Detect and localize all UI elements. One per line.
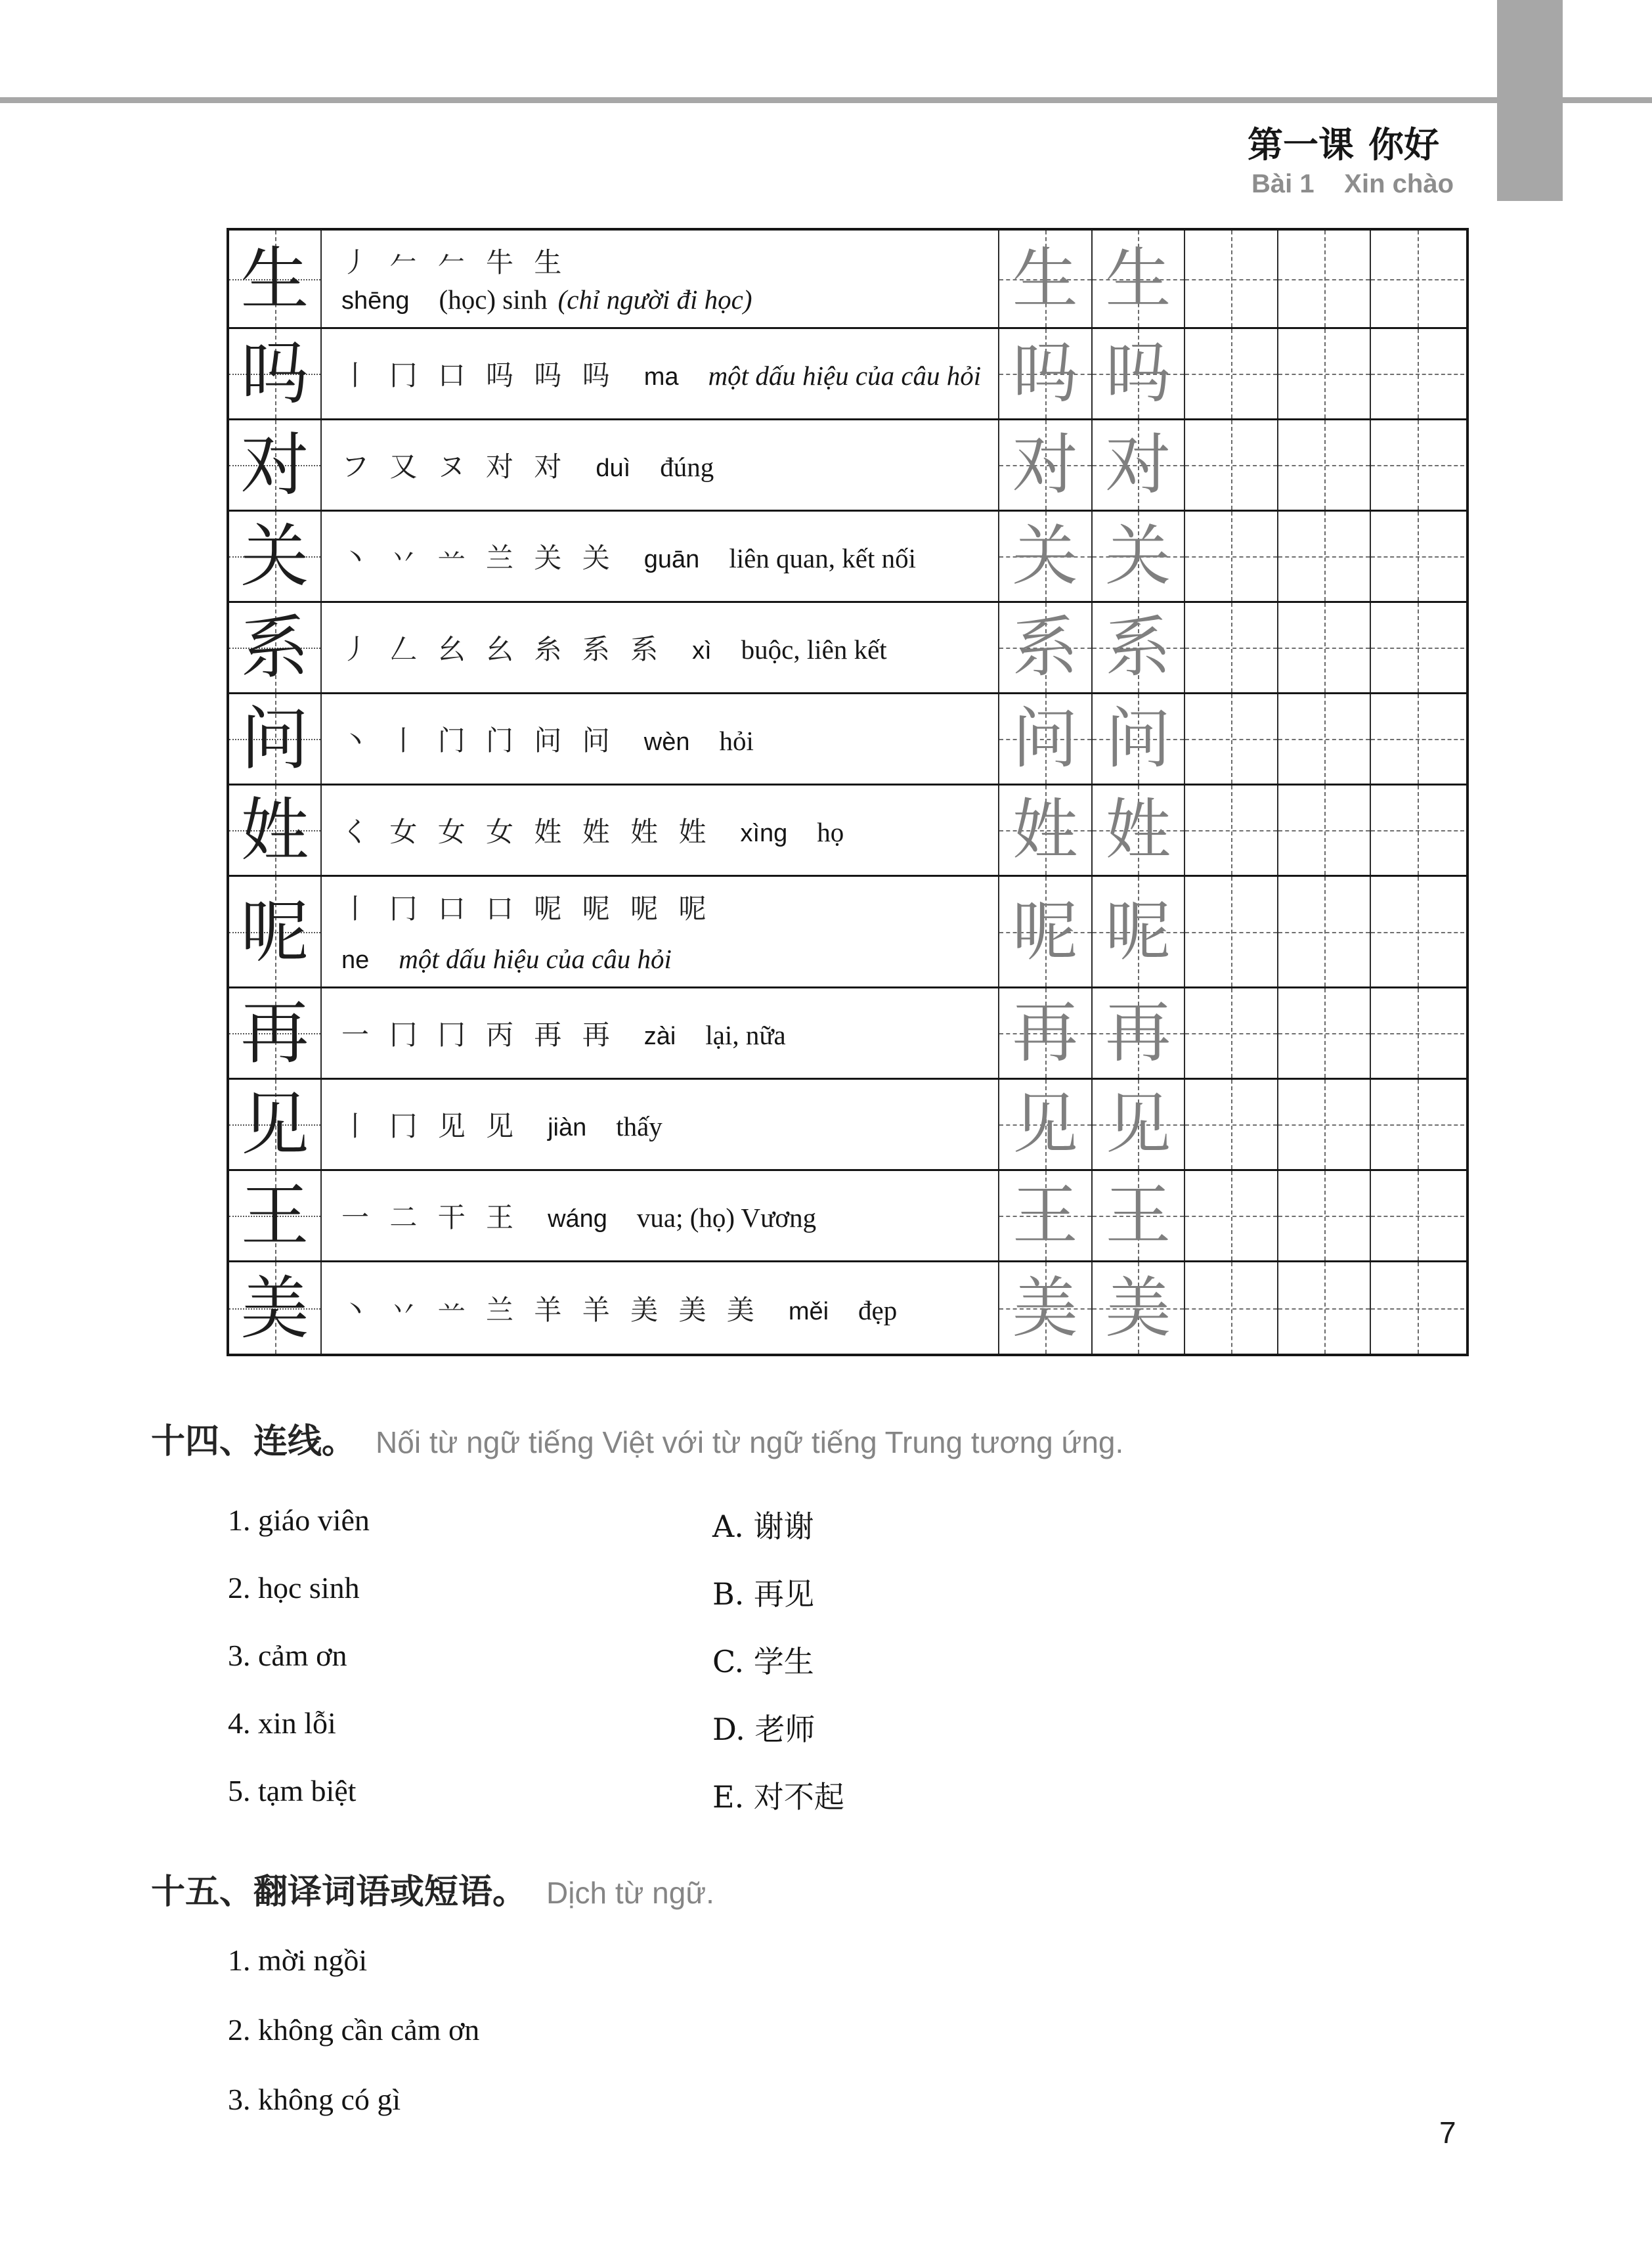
practice-cell-traced: [1093, 1080, 1186, 1169]
practice-trace-character: 见: [1012, 1086, 1078, 1162]
character-cell: [229, 694, 322, 784]
table-row: [229, 988, 1466, 1080]
reading-line: [341, 445, 998, 485]
meaning-text: hỏi: [719, 726, 754, 756]
exercise-14-title-cn: 十四、连线。: [151, 1423, 357, 1461]
reading-line: [341, 1105, 998, 1144]
meaning-text: liên quan, kết nối: [729, 543, 916, 573]
page-number: 7: [1439, 2115, 1456, 2150]
meaning-note: (chỉ người đi học): [557, 284, 752, 315]
practice-trace-character: 吗: [1105, 335, 1171, 412]
pinyin: ne: [341, 946, 370, 974]
character-cell: [229, 988, 322, 1078]
practice-cell-empty: [1185, 1080, 1278, 1169]
practice-cell-empty: [1371, 786, 1464, 875]
meaning-text: lại, nữa: [705, 1020, 786, 1050]
lesson-title-vi: Xin chào: [1344, 169, 1454, 198]
practice-trace-character: 美: [1105, 1269, 1171, 1346]
practice-cell-empty: [1185, 420, 1278, 510]
exercise-15-instruction-vi: Dịch từ ngữ.: [546, 1876, 714, 1910]
character-cell: [229, 1262, 322, 1354]
practice-trace-character: 生: [1012, 240, 1078, 317]
stroke-order-diagram: 一 二 干 王: [341, 1201, 514, 1233]
practice-trace-character: 再: [1105, 994, 1171, 1071]
practice-cell-traced: [999, 786, 1093, 875]
reading-line: [341, 1196, 998, 1235]
table-character: 再: [240, 993, 309, 1073]
description-cell: [322, 231, 999, 327]
meaning-text: thấy: [616, 1111, 663, 1141]
practice-cell-traced: [1093, 877, 1186, 986]
exercise-15-heading: [151, 1864, 714, 1913]
pinyin: xì: [692, 637, 712, 665]
practice-cell-empty: [1371, 988, 1464, 1078]
table-character: 系: [240, 608, 309, 688]
practice-trace-character: 王: [1012, 1177, 1078, 1254]
table-character: 美: [240, 1268, 309, 1348]
description-cell: [322, 512, 999, 601]
match-item-chinese: A. 谢谢: [712, 1509, 814, 1544]
practice-cell-empty: [1278, 877, 1372, 986]
meaning-text: (học) sinh: [439, 284, 548, 315]
match-item-chinese: D. 老师: [712, 1712, 815, 1747]
top-right-vertical-bar: [1497, 0, 1563, 201]
pinyin: ma: [643, 363, 679, 391]
practice-cell-empty: [1278, 694, 1372, 784]
translation-item: 2. không cần cảm ơn: [228, 2013, 480, 2047]
practice-cell-empty: [1278, 988, 1372, 1078]
translation-item: 1. mời ngồi: [228, 1943, 368, 1977]
practice-cell-empty: [1185, 877, 1278, 986]
pinyin: měi: [788, 1297, 829, 1325]
description-cell: [322, 988, 999, 1078]
practice-cell-empty: [1185, 988, 1278, 1078]
practice-cell-empty: [1185, 231, 1278, 327]
pinyin: xìng: [740, 820, 788, 847]
practice-cell-traced: [999, 231, 1093, 327]
practice-trace-character: 再: [1012, 994, 1078, 1071]
table-row: [229, 1080, 1466, 1171]
match-item-chinese: E. 对不起: [712, 1779, 844, 1815]
practice-cell-empty: [1185, 1171, 1278, 1260]
practice-cell-empty: [1278, 512, 1372, 601]
character-cell: [229, 786, 322, 875]
practice-cell-empty: [1185, 603, 1278, 692]
stroke-order-diagram: 丿 𠂉 𠂉 牛 生: [341, 246, 562, 278]
practice-cell-traced: [999, 1080, 1093, 1169]
practice-cell-empty: [1371, 1262, 1464, 1354]
table-row: [229, 420, 1466, 512]
lesson-number-vi: Bài 1: [1251, 169, 1315, 198]
practice-cell-empty: [1371, 694, 1464, 784]
practice-cell-empty: [1185, 694, 1278, 784]
practice-cell-traced: [999, 420, 1093, 510]
practice-cell-traced: [999, 877, 1093, 986]
practice-trace-character: 对: [1012, 426, 1078, 503]
description-cell: [322, 694, 999, 784]
practice-cell-empty: [1278, 1262, 1372, 1354]
practice-cell-empty: [1278, 231, 1372, 327]
character-cell: [229, 231, 322, 327]
stroke-order-diagram: 丨 冂 口 吗 吗 吗: [341, 359, 610, 391]
practice-cell-empty: [1371, 512, 1464, 601]
practice-cell-empty: [1371, 329, 1464, 418]
practice-trace-character: 王: [1105, 1177, 1171, 1254]
pinyin: wèn: [643, 728, 690, 756]
stroke-order-diagram: 丨 冂 见 见: [341, 1110, 514, 1142]
practice-cell-traced: [1093, 329, 1186, 418]
character-cell: [229, 512, 322, 601]
practice-trace-character: 系: [1105, 609, 1171, 686]
practice-trace-character: 美: [1012, 1269, 1078, 1346]
practice-trace-character: 姓: [1105, 791, 1171, 868]
table-character: 问: [240, 699, 309, 779]
meaning-text: buộc, liên kết: [741, 634, 887, 665]
table-row: [229, 877, 1466, 988]
practice-cell-traced: [999, 988, 1093, 1078]
lesson-header-vietnamese: [1251, 169, 1454, 198]
practice-trace-character: 关: [1105, 518, 1171, 594]
table-row: [229, 603, 1466, 694]
practice-cell-empty: [1185, 1262, 1278, 1354]
match-item-vietnamese: 4. xin lỗi: [228, 1706, 336, 1740]
practice-cell-traced: [999, 603, 1093, 692]
practice-cell-empty: [1278, 420, 1372, 510]
table-character: 王: [240, 1176, 309, 1256]
practice-trace-character: 对: [1105, 426, 1171, 503]
reading-line: [341, 719, 998, 759]
practice-cell-empty: [1371, 231, 1464, 327]
description-cell: [322, 420, 999, 510]
match-item-vietnamese: 3. cảm ơn: [228, 1639, 347, 1672]
practice-cell-empty: [1371, 1080, 1464, 1169]
stroke-order-line: [341, 241, 998, 280]
practice-trace-character: 呢: [1012, 893, 1078, 970]
practice-cell-empty: [1185, 512, 1278, 601]
meaning-text: đúng: [660, 452, 714, 482]
meaning-text: họ: [817, 817, 844, 847]
character-cell: [229, 1080, 322, 1169]
character-cell: [229, 329, 322, 418]
match-item-chinese: B. 再见: [712, 1576, 815, 1612]
practice-cell-empty: [1371, 1171, 1464, 1260]
table-row: [229, 231, 1466, 329]
stroke-order-diagram: 一 冂 冂 丙 再 再: [341, 1019, 610, 1051]
pinyin: jiàn: [548, 1114, 587, 1141]
reading-line: [341, 1289, 998, 1328]
description-cell: [322, 1262, 999, 1354]
practice-cell-traced: [999, 1262, 1093, 1354]
exercise-14-chinese-list: [712, 1503, 844, 1841]
character-cell: [229, 1171, 322, 1260]
practice-cell-empty: [1185, 329, 1278, 418]
stroke-order-diagram: 丶 丷 䒑 兰 关 关: [341, 542, 610, 574]
practice-cell-traced: [1093, 420, 1186, 510]
practice-cell-traced: [1093, 512, 1186, 601]
practice-trace-character: 见: [1105, 1086, 1171, 1162]
meaning-note: một dấu hiệu của câu hỏi: [708, 361, 982, 391]
reading-line: [341, 628, 998, 667]
practice-cell-empty: [1278, 603, 1372, 692]
practice-cell-traced: [1093, 603, 1186, 692]
translation-item: 3. không có gì: [228, 2083, 401, 2116]
exercise-15-title-cn: 十五、翻译词语或短语。: [151, 1873, 527, 1911]
practice-trace-character: 关: [1012, 518, 1078, 594]
practice-cell-empty: [1278, 329, 1372, 418]
exercise-14-instruction-vi: Nối từ ngữ tiếng Việt với từ ngữ tiếng Trung tương ứng.: [376, 1425, 1124, 1459]
reading-line: [341, 1013, 998, 1053]
match-item-vietnamese: 1. giáo viên: [228, 1503, 370, 1537]
stroke-order-diagram: フ 又 ヌ 对 对: [341, 451, 562, 483]
stroke-order-diagram: 丿 𠃋 幺 幺 糸 系 系: [341, 633, 659, 665]
stroke-order-diagram: 丶 丷 䒑 兰 羊 羊 美 美 美: [341, 1293, 754, 1326]
table-row: [229, 1171, 1466, 1262]
stroke-order-diagram: く 女 女 女 姓 姓 姓 姓: [341, 816, 706, 848]
table-row: [229, 694, 1466, 786]
description-cell: [322, 877, 999, 986]
practice-trace-character: 生: [1105, 240, 1171, 317]
top-horizontal-bar: [0, 97, 1652, 103]
table-character: 吗: [240, 334, 309, 414]
character-writing-table: [227, 228, 1469, 1356]
character-cell: [229, 603, 322, 692]
table-character: 见: [240, 1084, 309, 1164]
table-row: [229, 1262, 1466, 1354]
pinyin: zài: [643, 1023, 676, 1050]
practice-cell-traced: [1093, 231, 1186, 327]
description-cell: [322, 786, 999, 875]
practice-trace-character: 吗: [1012, 335, 1078, 412]
reading-line: [341, 354, 998, 393]
stroke-order-diagram: 丨 冂 口 口 呢 呢 呢 呢: [341, 893, 706, 925]
reading-line: [341, 943, 998, 975]
reading-line: [341, 284, 998, 315]
practice-cell-empty: [1371, 877, 1464, 986]
description-cell: [322, 603, 999, 692]
meaning-note: một dấu hiệu của câu hỏi: [399, 944, 672, 974]
pinyin: shēng: [341, 287, 410, 315]
table-character: 呢: [240, 891, 309, 972]
practice-cell-empty: [1278, 786, 1372, 875]
lesson-number-cn: 第一课: [1248, 125, 1354, 165]
description-cell: [322, 1080, 999, 1169]
table-character: 姓: [240, 790, 309, 870]
description-cell: [322, 1171, 999, 1260]
practice-cell-traced: [1093, 786, 1186, 875]
reading-line: [341, 810, 998, 850]
practice-cell-traced: [1093, 988, 1186, 1078]
pinyin: wáng: [548, 1205, 607, 1233]
practice-cell-traced: [999, 1171, 1093, 1260]
practice-cell-empty: [1185, 786, 1278, 875]
practice-cell-traced: [1093, 1262, 1186, 1354]
description-cell: [322, 329, 999, 418]
match-item-vietnamese: 5. tạm biệt: [228, 1774, 357, 1807]
practice-trace-character: 问: [1012, 700, 1078, 777]
lesson-title-cn: 你好: [1368, 125, 1439, 165]
character-cell: [229, 420, 322, 510]
practice-cell-empty: [1371, 603, 1464, 692]
exercise-15-list: [228, 1943, 479, 2152]
practice-trace-character: 问: [1105, 700, 1171, 777]
table-character: 关: [240, 516, 309, 596]
practice-trace-character: 呢: [1105, 893, 1171, 970]
pinyin: guān: [643, 546, 700, 573]
reading-line: [341, 537, 998, 576]
table-row: [229, 329, 1466, 420]
practice-cell-empty: [1371, 420, 1464, 510]
practice-cell-empty: [1278, 1080, 1372, 1169]
practice-cell-traced: [999, 512, 1093, 601]
stroke-order-diagram: 丶 丨 门 门 问 问: [341, 724, 610, 757]
practice-cell-traced: [999, 694, 1093, 784]
practice-cell-empty: [1278, 1171, 1372, 1260]
exercise-14-heading: [151, 1413, 1123, 1463]
practice-trace-character: 姓: [1012, 791, 1078, 868]
match-item-vietnamese: 2. học sinh: [228, 1571, 360, 1605]
practice-cell-traced: [999, 329, 1093, 418]
table-character: 生: [240, 238, 309, 319]
pinyin: duì: [596, 454, 631, 482]
match-item-chinese: C. 学生: [712, 1644, 814, 1679]
table-row: [229, 786, 1466, 877]
practice-cell-traced: [1093, 694, 1186, 784]
exercise-14-vietnamese-list: [228, 1503, 370, 1841]
practice-cell-traced: [1093, 1171, 1186, 1260]
practice-trace-character: 系: [1012, 609, 1078, 686]
meaning-text: đẹp: [858, 1295, 898, 1325]
lesson-header-chinese: [1248, 126, 1439, 165]
meaning-text: vua; (họ) Vương: [636, 1203, 817, 1233]
table-row: [229, 512, 1466, 603]
stroke-order-line: [341, 887, 998, 927]
table-character: 对: [240, 425, 309, 505]
character-cell: [229, 877, 322, 986]
